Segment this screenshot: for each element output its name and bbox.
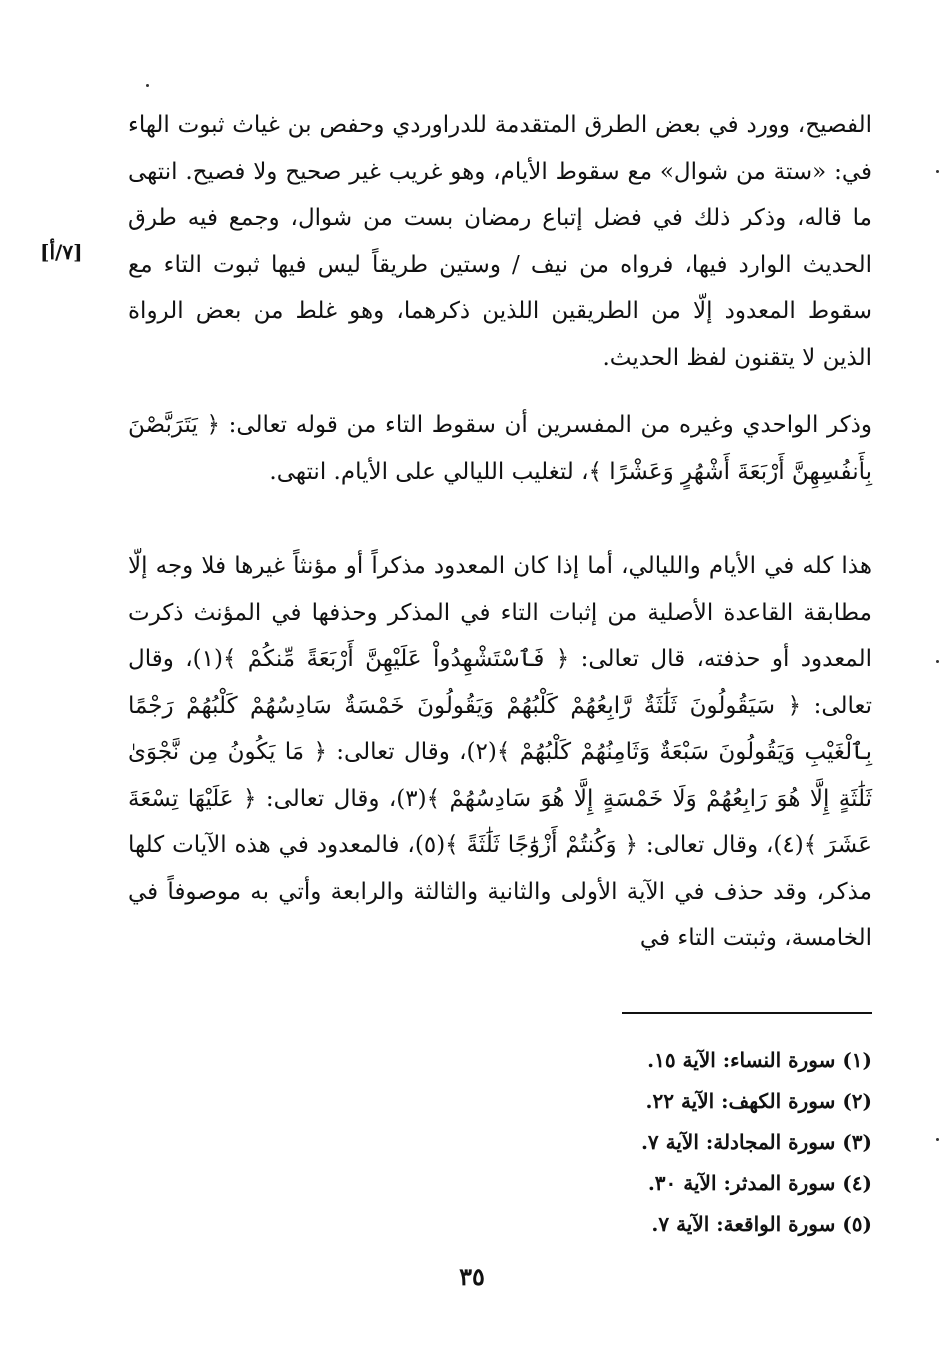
paragraph-3: هذا كله في الأيام والليالي، أما إذا كان المعدود مذكراً أو مؤنثاً غيرها فلا وجه إلّا مطابقة القاعدة الأصلية من إثبات التاء في المذكر وحذفها في المؤنث ذكرت المعدود أو حذفته، قال تعالى: ﴿ فَٱسْتَشْهِدُواْ عَلَيْهِنَّ أَرْبَعَةً مِّنكُمْ ﴾(١)، وقال تعالى: ﴿ سَيَقُولُونَ ثَلَٰثَةٌ رَّابِعُهُمْ كَلْبُهُمْ وَيَقُولُونَ خَمْسَةٌ سَادِسُهُمْ كَلْبُهُمْ رَجْمًا بِٱلْغَيْبِ وَيَقُولُونَ سَبْعَةٌ وَثَامِنُهُمْ كَلْبُهُمْ ﴾(٢)، وقال تعالى: ﴿ مَا يَكُونُ مِن نَّجْوَىٰ ثَلَٰثَةٍ إِلَّا هُوَ رَابِعُهُمْ وَلَا خَمْسَةٍ إِلَّا هُوَ سَادِسُهُمْ ﴾(٣)، وقال تعالى: ﴿ عَلَيْهَا تِسْعَةَ عَشَرَ ﴾(٤)، وقال تعالى: ﴿ وَكُنتُمْ أَزْوَٰجًا ثَلَٰثَةً ﴾(٥)، فالمعدود في هذه الآيات كلها مذكر، وقد حذف في الآية الأولى والثانية والثالثة والرابعة وأتي به موصوفاً في الخامسة، وثبتت التاء في <box>128 553 873 951</box>
footnote-5: (٥) سورة الواقعة: الآية ٧. <box>651 1212 872 1236</box>
footnote-2: (٢) سورة الكهف: الآية ٢٢. <box>645 1089 872 1113</box>
scan-speck <box>936 660 939 663</box>
scan-speck <box>936 170 939 173</box>
paragraph-2: وذكر الواحدي وغيره من المفسرين أن سقوط التاء من قوله تعالى: ﴿ يَتَرَبَّصْنَ بِأَنفُسِهِنَّ أَرْبَعَةَ أَشْهُرٍ وَعَشْرًا ﴾، لتغليب الليالي على الأيام. انتهى. <box>128 412 872 485</box>
paragraph-1: الفصيح، وورد في بعض الطرق المتقدمة للدراوردي وحفص بن غياث ثبوت الهاء في: «ستة من شوال» مع سقوط الأيام، وهو غريب غير صحيح ولا فصيح. انتهى ما قاله، وذكر ذلك في فضل إتباع رمضان بست من شوال، وجمع فيه طرق الحديث الوارد فيها، فرواه من نيف / وستين طريقاً ليس فيها ثبوت التاء مع سقوط المعدود إلّا من الطريقين اللذين ذكرهما، وهو غلط من بعض الرواة الذين لا يتقنون لفظ الحديث. <box>128 112 872 371</box>
page-number: ٣٥ <box>459 1262 485 1291</box>
footnote-divider <box>622 1012 872 1014</box>
footnote-1: (١) سورة النساء: الآية ١٥. <box>647 1048 872 1072</box>
footnotes-list <box>560 1040 872 1245</box>
footnote-4: (٤) سورة المدثر: الآية ٣٠. <box>647 1171 872 1195</box>
footnote-3: (٣) سورة المجادلة: الآية ٧. <box>640 1130 872 1154</box>
scan-speck <box>146 84 149 87</box>
margin-folio-note: [٧/أ] <box>40 240 83 264</box>
scan-speck <box>936 1138 939 1141</box>
